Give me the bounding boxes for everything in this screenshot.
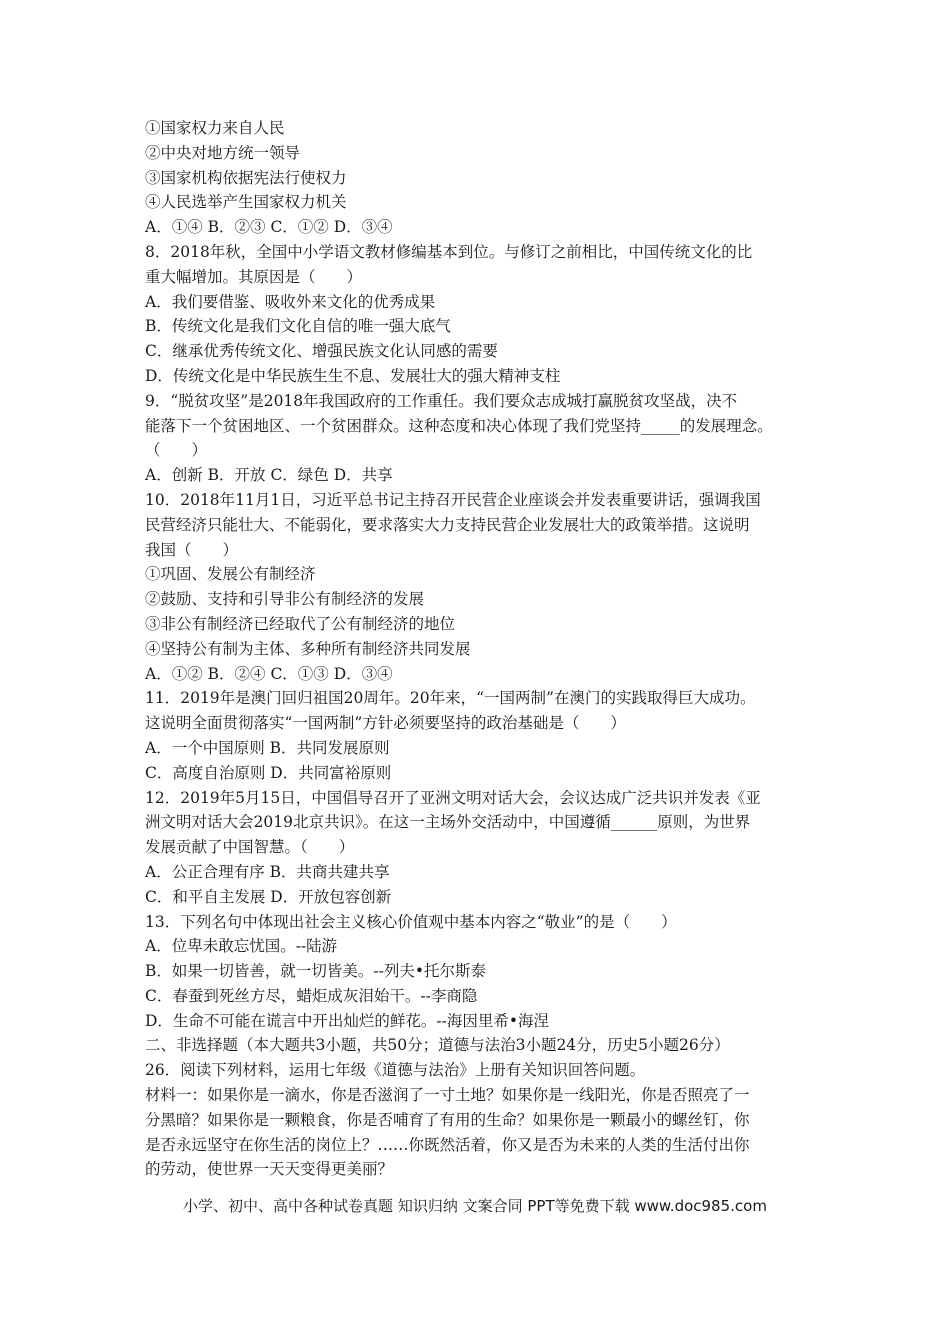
text-line: ②鼓励、支持和引导非公有制经济的发展: [145, 590, 425, 609]
question-12-text: 发展贡献了中国智慧。（ ）: [145, 838, 355, 857]
question-9-text: 能落下一个贫困地区、一个贫困群众。这种态度和决心体现了我们党坚持_____的发展理念。: [145, 416, 773, 435]
question-12-text: 洲文明对话大会2019北京共识》。在这一主场外交活动中，中国遵循______原则，为世界: [145, 813, 751, 832]
text-line: ③国家机构依据宪法行使权力: [145, 168, 347, 187]
question-12-text: 12．2019年5月15日，中国倡导召开了亚洲文明对话大会，会议达成广泛共识并发表《亚: [145, 788, 761, 807]
question-9-text: 9．“脱贫攻坚”是2018年我国政府的工作重任。我们要众志成城打赢脱贫攻坚战，决不: [145, 391, 738, 410]
question-13-text: 13．下列名句中体现出社会主义核心价值观中基本内容之“敬业”的是（ ）: [145, 912, 677, 931]
answer-options: A．创新 B．开放 C．绿色 D．共享: [145, 466, 393, 485]
question-9-text: （ ）: [145, 441, 208, 460]
option-line: B．如果一切皆善，就一切皆美。--列夫•托尔斯泰: [145, 962, 487, 981]
option-line: C．春蚕到死丝方尽，蜡炬成灰泪始干。--李商隐: [145, 986, 478, 1005]
text-line: ④坚持公有制为主体、多种所有制经济共同发展: [145, 639, 471, 658]
option-line: C．高度自治原则 D．共同富裕原则: [145, 763, 392, 782]
text-line: ①巩固、发展公有制经济: [145, 565, 316, 584]
material-text: 材料一：如果你是一滴水，你是否滋润了一寸土地？如果你是一线阳光，你是否照亮了一: [145, 1086, 750, 1105]
question-11-text: 11．2019年是澳门回归祖国20周年。20年来，“一国两制”在澳门的实践取得巨大成功。: [145, 689, 756, 708]
text-line: ①国家权力来自人民: [145, 119, 285, 137]
option-line: C．和平自主发展 D．开放包容创新: [145, 887, 392, 906]
material-text: 是否永远坚守在你生活的岗位上？……你既然活着，你又是否为未来的人类的生活付出你: [145, 1135, 750, 1154]
document-body: [145, 116, 810, 1182]
option-line: A．一个中国原则 B．共同发展原则: [145, 738, 390, 757]
answer-options: A．①④ B．②③ C．①② D．③④: [145, 218, 393, 237]
option-line: A．我们要借鉴、吸收外来文化的优秀成果: [145, 292, 436, 311]
option-line: D．传统文化是中华民族生生不息、发展壮大的强大精神支柱: [145, 366, 561, 385]
question-10-text: 10．2018年11月1日，习近平总书记主持召开民营企业座谈会并发表重要讲话，强调我国: [145, 490, 761, 509]
answer-options: A．①② B．②④ C．①③ D．③④: [145, 664, 393, 683]
material-text: 的劳动，使世界一天天变得更美丽？: [145, 1160, 394, 1179]
option-line: B．传统文化是我们文化自信的唯一强大底气: [145, 317, 451, 336]
question-10-text: 民营经济只能壮大、不能弱化，要求落实大力支持民营企业发展壮大的政策举措。这说明: [145, 515, 750, 534]
question-26-text: 26．阅读下列材料，运用七年级《道德与法治》上册有关知识回答问题。: [145, 1061, 646, 1080]
page-footer: 小学、初中、高中各种试卷真题 知识归纳 文案合同 PPT等免费下载 www.doc985.com: [183, 1197, 767, 1215]
question-8-text: 8．2018年秋，全国中小学语文教材修编基本到位。与修订之前相比，中国传统文化的比: [145, 242, 753, 261]
section-heading: 二、非选择题（本大题共3小题，共50分；道德与法治3小题24分，历史5小题26分）: [145, 1036, 730, 1055]
question-11-text: 这说明全面贯彻落实“一国两制”方针必须要坚持的政治基础是（ ）: [145, 714, 626, 733]
option-line: A．公正合理有序 B．共商共建共享: [145, 862, 390, 881]
text-line: ②中央对地方统一领导: [145, 143, 301, 162]
material-text: 分黑暗？如果你是一颗粮食，你是否哺育了有用的生命？如果你是一颗最小的螺丝钉，你: [145, 1110, 750, 1129]
text-line: ③非公有制经济已经取代了公有制经济的地位: [145, 614, 456, 633]
question-8-text: 重大幅增加。其原因是（ ）: [145, 267, 363, 286]
option-line: C．继承优秀传统文化、增强民族文化认同感的需要: [145, 342, 498, 361]
option-line: A．位卑未敢忘忧国。--陆游: [145, 937, 338, 956]
text-line: ④人民选举产生国家权力机关: [145, 193, 347, 212]
question-10-text: 我国（ ）: [145, 540, 239, 559]
option-line: D．生命不可能在谎言中开出灿烂的鲜花。--海因里希•海涅: [145, 1011, 550, 1030]
